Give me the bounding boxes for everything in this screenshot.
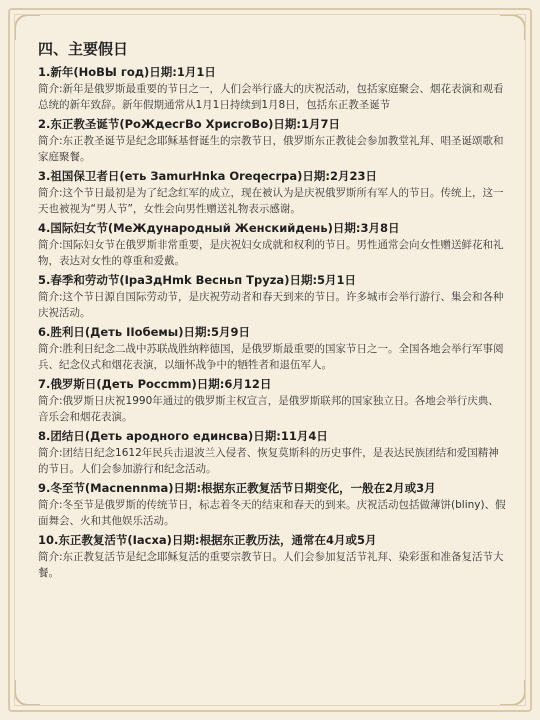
holiday-description: 简介:东正教圣诞节是纪念耶稣基督诞生的宗教节日，俄罗斯东正教徒会参加教堂礼拜、唱圣诞颂歌和家庭聚餐。 <box>38 135 504 163</box>
document-content <box>38 38 508 678</box>
holiday-title: 6.胜利日(Деть IIoбeмы)日期:5月9日 <box>38 325 251 339</box>
holiday-entry <box>38 428 508 477</box>
holiday-title: 1.新年(НоВЫ год)日期:1月1日 <box>38 65 216 79</box>
holiday-description: 简介:这个节日源自国际劳动节，是庆祝劳动者和春天到来的节日。许多城市会举行游行、集会和各种庆祝活动。 <box>38 291 504 319</box>
holiday-title: 10.东正教复活节(Iacxa)日期:根据东正教历法，通常在4月或5月 <box>38 533 377 547</box>
holiday-description: 简介:国际妇女节在俄罗斯非常重要，是庆祝妇女成就和权利的节日。男性通常会向女性赠送鲜花和礼物，表达对女性的尊重和爱戴。 <box>38 239 504 267</box>
holiday-description: 简介:俄罗斯日庆祝1990年通过的俄罗斯主权宣言，是俄罗斯联邦的国家独立日。各地会举行庆典、音乐会和烟花表演。 <box>38 395 499 423</box>
holiday-entry <box>38 64 508 113</box>
holiday-title: 4.国际妇女节(МеЖдународный Женскийдень)日期:3月8日 <box>38 221 400 235</box>
holiday-description: 简介:胜利日纪念二战中苏联战胜纳粹德国，是俄罗斯最重要的国家节日之一。全国各地会举行军事阅兵、纪念仪式和烟花表演，以缅怀战争中的牺牲者和退伍军人。 <box>38 343 504 371</box>
holiday-description: 简介:团结日纪念1612年民兵击退波兰入侵者、恢复莫斯科的历史事件，是表达民族团结和爱国精神的节日。人们会参加游行和纪念活动。 <box>38 447 499 475</box>
holiday-description: 简介:新年是俄罗斯最重要的节日之一，人们会举行盛大的庆祝活动，包括家庭聚会、烟花表演和观看总统的新年致辞。新年假期通常从1月1日持续到1月8日，包括东正教圣诞节 <box>38 83 504 111</box>
holiday-title: 7.俄罗斯日(Деть Poccmm)日期:6月12日 <box>38 377 272 391</box>
holiday-entry <box>38 272 508 321</box>
holiday-entry <box>38 376 508 425</box>
section-title: 四、主要假日 <box>38 40 129 58</box>
holiday-description: 简介:冬至节是俄罗斯的传统节日，标志着冬天的结束和春天的到来。庆祝活动包括做薄饼(bliny)、假面舞会、火和其他娱乐活动。 <box>38 499 506 527</box>
holiday-title: 3.祖国保卫者日(еть ЗamurHnka Oreqecrpa)日期:2月23日 <box>38 169 377 183</box>
holiday-entry <box>38 168 508 217</box>
holiday-title: 9.冬至节(Macnennma)日期:根据东正教复活节日期变化，一般在2月或3月 <box>38 481 436 495</box>
holiday-description: 简介:这个节日最初是为了纪念红军的成立，现在被认为是庆祝俄罗斯所有军人的节日。传统上，这一天也被视为“男人节”，女性会向男性赠送礼物表示感谢。 <box>38 187 504 215</box>
holiday-entry <box>38 116 508 165</box>
holiday-entry <box>38 532 508 581</box>
holiday-entry <box>38 324 508 373</box>
holiday-title: 8.团结日(Деть аpодного единсва)日期:11月4日 <box>38 429 328 443</box>
holiday-title: 2.东正教圣诞节(РоЖдесгВо ХрисгоВо)日期:1月7日 <box>38 117 341 131</box>
holiday-entry <box>38 220 508 269</box>
holiday-title: 5.春季和劳动节(IpaЗдHmk Весньп Труzа)日期:5月1日 <box>38 273 357 287</box>
holiday-entry <box>38 480 508 529</box>
holiday-description: 简介:东正教复活节是纪念耶稣复活的重要宗教节日。人们会参加复活节礼拜、染彩蛋和准备复活节大餐。 <box>38 551 504 579</box>
